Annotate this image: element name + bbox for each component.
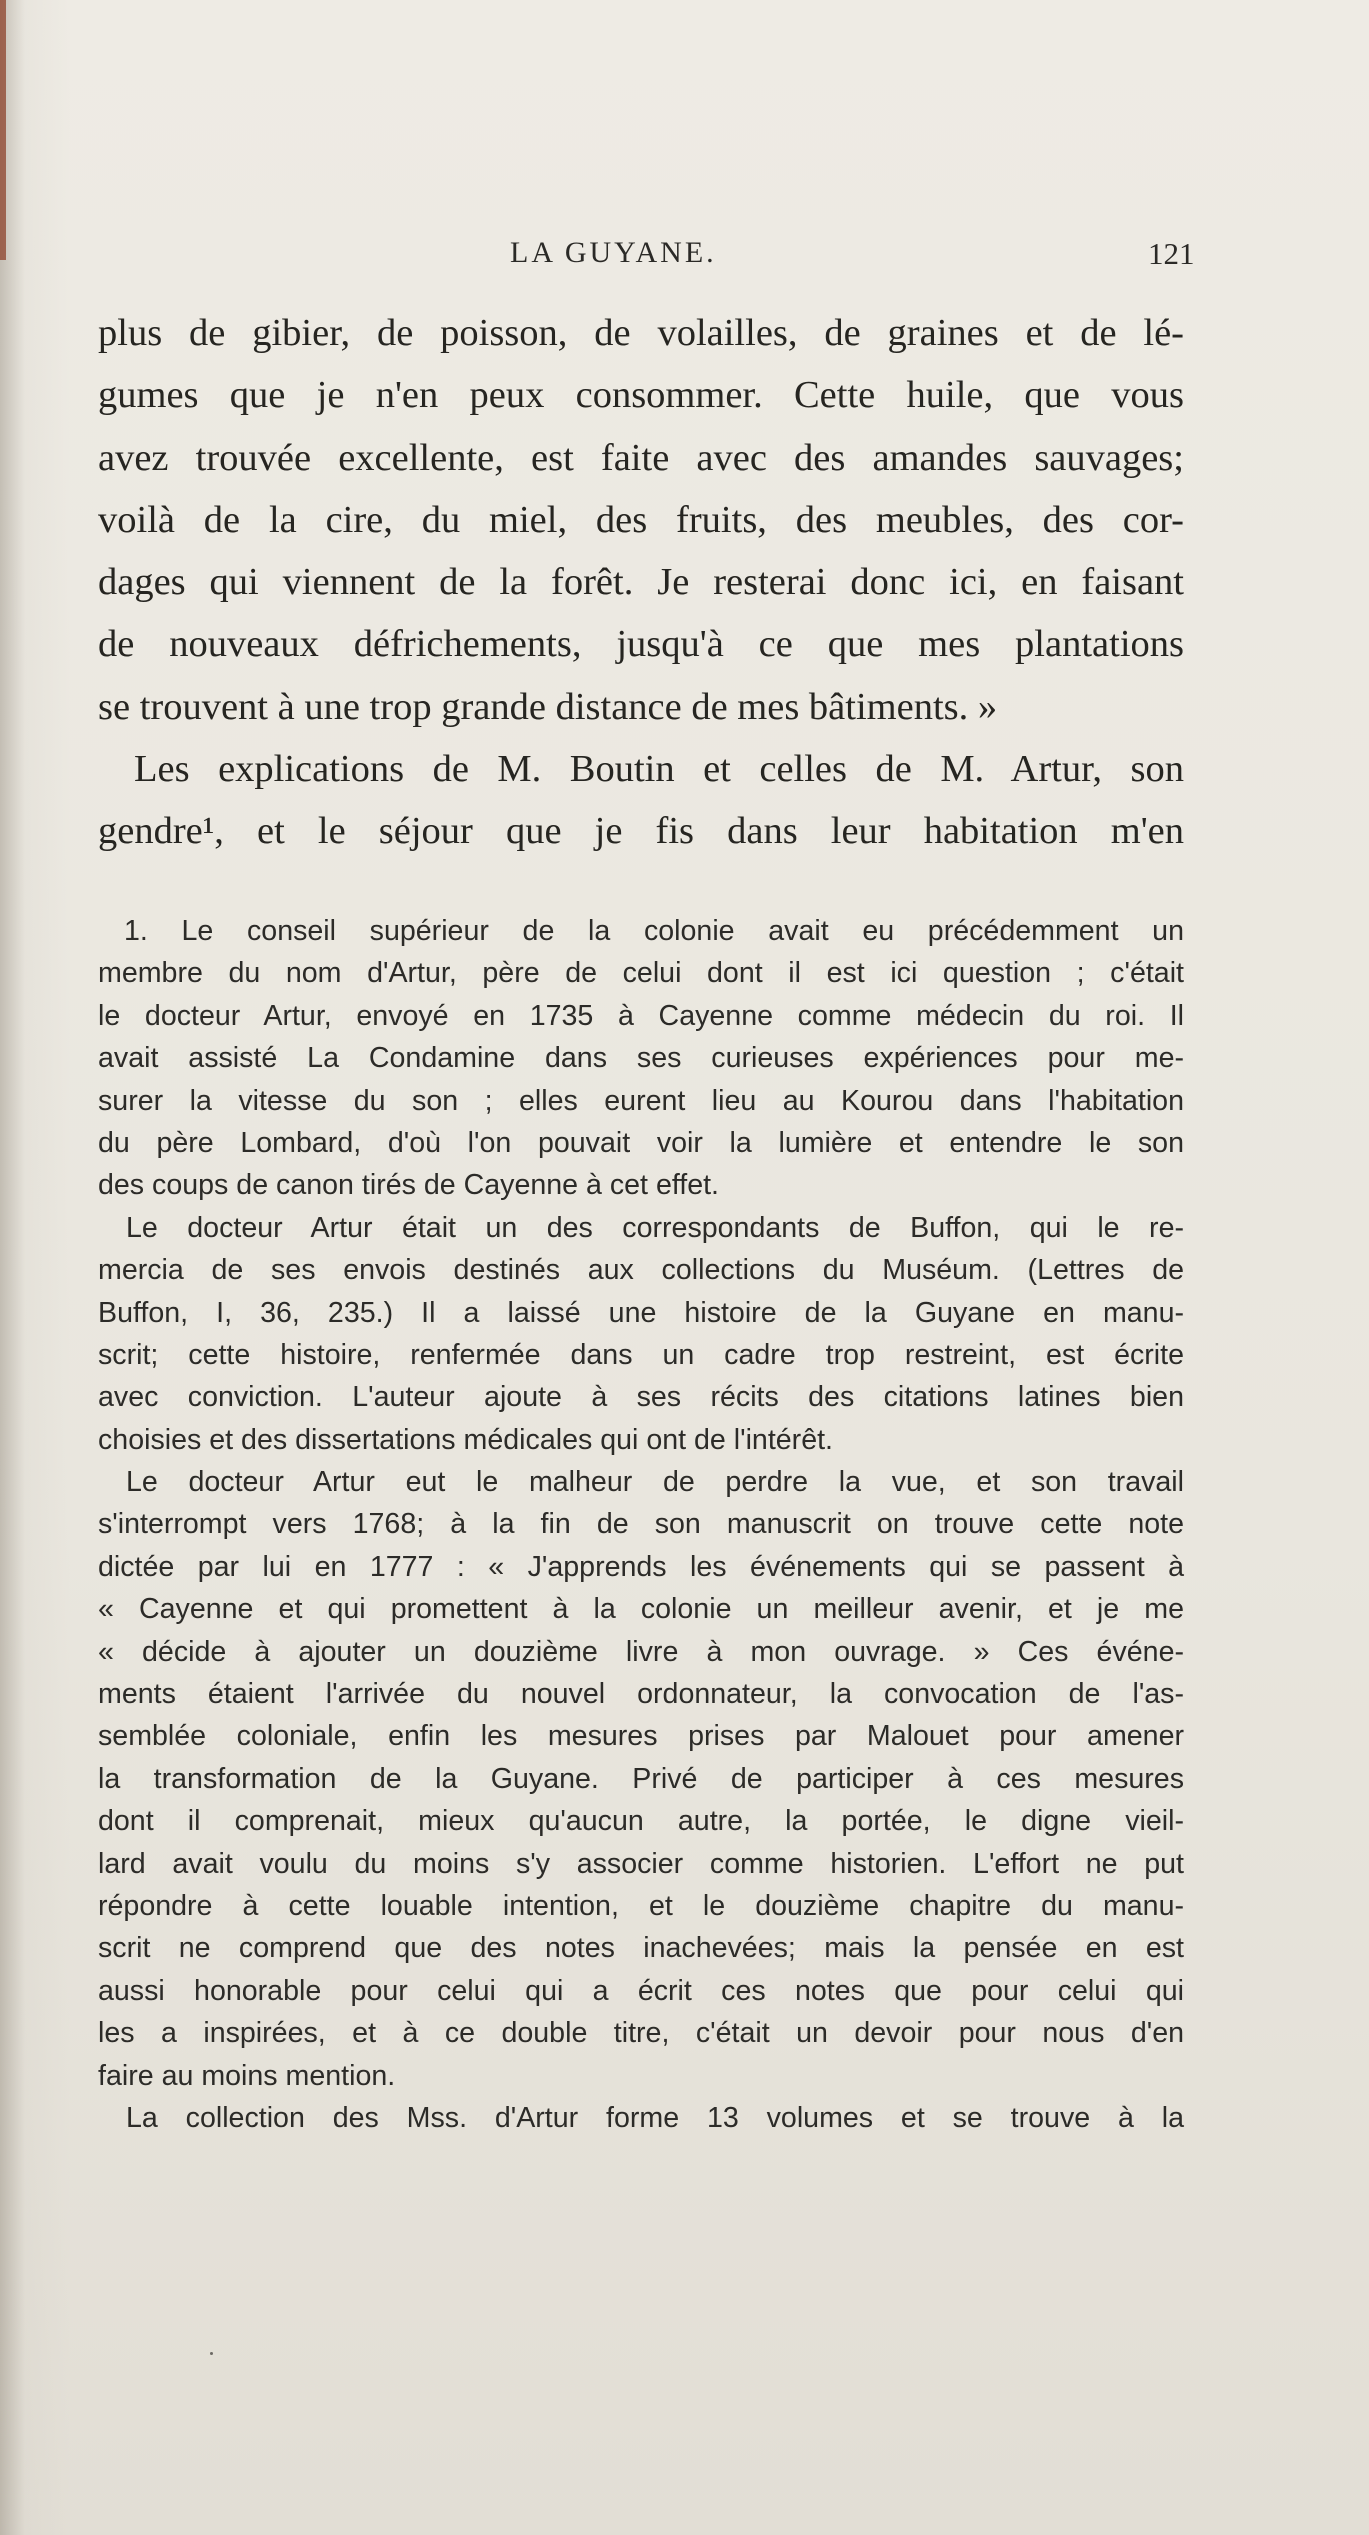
footnote-line: « Cayenne et qui promettent à la colonie un meilleur avenir, et je me	[98, 1593, 1184, 1626]
footnote-line: avec conviction. L'auteur ajoute à ses récits des citations latines bien	[98, 1381, 1184, 1414]
footnote-line: scrit; cette histoire, renfermée dans un cadre trop restreint, est écrite	[98, 1338, 1184, 1371]
footnote-line: choisies et des dissertations médicales qui ont de l'intérêt.	[98, 1423, 833, 1456]
page-number: 121	[1148, 236, 1195, 271]
footnote-line: des coups de canon tirés de Cayenne à cet effet.	[98, 1169, 720, 1202]
footnote-line: 1. Le conseil supérieur de la colonie avait eu précédemment un	[124, 915, 1184, 947]
ink-speck	[210, 2352, 213, 2355]
footnote-line: ments étaient l'arrivée du nouvel ordonnateur, la convocation de l'as-	[98, 1678, 1184, 1711]
footnote-line: s'interrompt vers 1768; à la fin de son manuscrit on trouve cette note	[98, 1508, 1184, 1541]
footnote-line: aussi honorable pour celui qui a écrit ces notes que pour celui qui	[98, 1974, 1184, 2007]
footnote-line: Buffon, I, 36, 235.) Il a laissé une histoire de la Guyane en manu-	[98, 1296, 1184, 1329]
main-text	[98, 302, 1184, 863]
running-title: LA GUYANE.	[510, 236, 717, 269]
footnote-line: avait assisté La Condamine dans ses curieuses expériences pour me-	[98, 1042, 1184, 1075]
text-line: de nouveaux défrichements, jusqu'à ce que mes plantations	[98, 623, 1184, 666]
footnote-line: dictée par lui en 1777 : « J'apprends les événements qui se passent à	[98, 1550, 1184, 1583]
footnote-line: les a inspirées, et à ce double titre, c'était un devoir pour nous d'en	[98, 2017, 1184, 2050]
footnote-line: semblée coloniale, enfin les mesures prises par Malouet pour amener	[98, 1720, 1184, 1753]
text-line: gendre¹, et le séjour que je fis dans leur habitation m'en	[98, 810, 1184, 853]
footnote-line: mercia de ses envois destinés aux collections du Muséum. (Lettres de	[98, 1254, 1184, 1287]
text-line: voilà de la cire, du miel, des fruits, des meubles, des cor-	[98, 498, 1184, 541]
footnote-line: surer la vitesse du son ; elles eurent lieu au Kourou dans l'habitation	[98, 1084, 1184, 1117]
footnote-line: « décide à ajouter un douzième livre à mon ouvrage. » Ces événe-	[98, 1635, 1184, 1668]
text-line: Les explications de M. Boutin et celles de M. Artur, son	[134, 748, 1184, 791]
text-line: gumes que je n'en peux consommer. Cette huile, que vous	[98, 374, 1184, 417]
footnote-line: du père Lombard, d'où l'on pouvait voir la lumière et entendre le son	[98, 1126, 1184, 1159]
footnote-line: la transformation de la Guyane. Privé de participer à ces mesures	[98, 1762, 1184, 1795]
footnotes	[98, 910, 1184, 2139]
text-line: avez trouvée excellente, est faite avec des amandes sauvages;	[98, 436, 1184, 479]
footnote-line: Le docteur Artur était un des correspondants de Buffon, qui le re-	[126, 1211, 1184, 1244]
footnote-line: scrit ne comprend que des notes inachevées; mais la pensée en est	[98, 1932, 1184, 1965]
footnote-line: dont il comprenait, mieux qu'aucun autre, la portée, le digne vieil-	[98, 1805, 1184, 1838]
footnote-line: membre du nom d'Artur, père de celui dont il est ici question ; c'était	[98, 957, 1184, 990]
text-line: plus de gibier, de poisson, de volailles, de graines et de lé-	[98, 312, 1184, 354]
footnote-line: Le docteur Artur eut le malheur de perdre la vue, et son travail	[126, 1466, 1184, 1499]
text-line: dages qui viennent de la forêt. Je resterai donc ici, en faisant	[98, 561, 1184, 604]
page-header	[0, 236, 1369, 276]
footnote-line: le docteur Artur, envoyé en 1735 à Cayenne comme médecin du roi. Il	[98, 999, 1184, 1032]
text-line: se trouvent à une trop grande distance de mes bâtiments. »	[98, 685, 998, 728]
footnote-line: répondre à cette louable intention, et le douzième chapitre du manu-	[98, 1889, 1184, 1922]
footnote-line: faire au moins mention.	[98, 2059, 396, 2092]
binding-edge	[0, 0, 6, 260]
footnote-line: lard avait voulu du moins s'y associer comme historien. L'effort ne put	[98, 1847, 1184, 1880]
footnote-line: La collection des Mss. d'Artur forme 13 volumes et se trouve à la	[126, 2101, 1184, 2134]
